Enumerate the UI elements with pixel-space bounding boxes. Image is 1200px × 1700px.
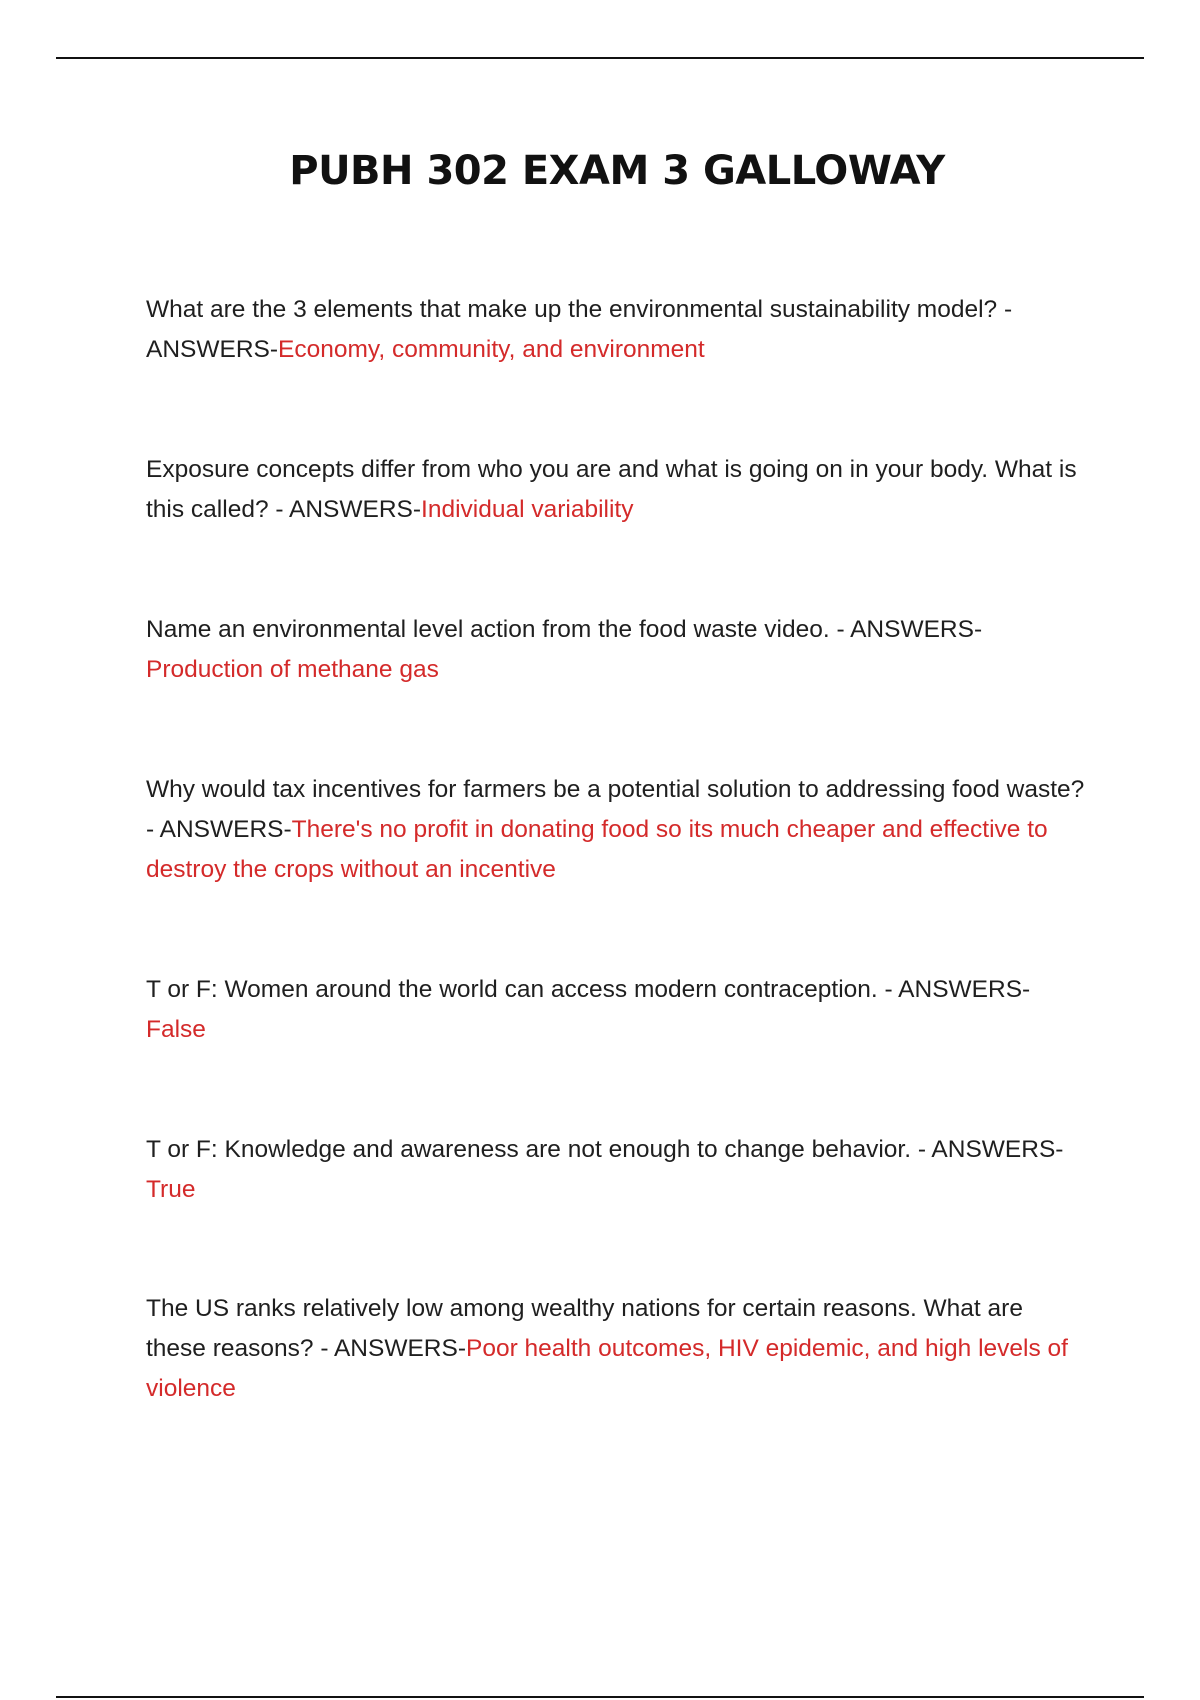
question-text: T or F: Knowledge and awareness are not enough to change behavior. — [146, 1136, 912, 1163]
answer-separator: - ANSWERS- — [146, 816, 292, 843]
bottom-rule — [56, 1696, 1144, 1698]
question-text: Why would tax incentives for farmers be a potential solution to addressing food waste? — [146, 776, 1085, 803]
qa-item-4 — [146, 770, 1086, 890]
question-text: Name an environmental level action from the food waste video. — [146, 616, 830, 643]
top-rule — [56, 57, 1144, 59]
answer-separator: - ANSWERS- — [911, 1136, 1064, 1163]
question-text: T or F: Women around the world can access modern contraception. — [146, 976, 878, 1003]
qa-item-5 — [146, 970, 1086, 1050]
answer-separator: - ANSWERS- — [146, 296, 1013, 363]
qa-item-7 — [146, 1289, 1086, 1409]
qa-item-1 — [146, 290, 1086, 370]
question-text: What are the 3 elements that make up the environmental sustainability model? — [146, 296, 998, 323]
answer-text: Economy, community, and environment — [278, 336, 705, 363]
qa-item-3 — [146, 610, 1086, 690]
answer-text: Poor health outcomes, HIV epidemic, and high levels of violence — [146, 1335, 1068, 1402]
qa-item-2 — [146, 450, 1086, 530]
answer-text: There's no profit in donating food so its much cheaper and effective to destroy the crops without an incentive — [146, 816, 1048, 883]
answer-text: True — [146, 1176, 196, 1203]
answer-text: Individual variability — [421, 496, 634, 523]
qa-item-6 — [146, 1130, 1086, 1210]
answer-separator: - ANSWERS- — [313, 1335, 466, 1362]
document-title: PUBH 302 EXAM 3 GALLOWAY — [289, 148, 945, 194]
answer-separator: - ANSWERS- — [268, 496, 422, 523]
answer-text: Production of methane gas — [146, 656, 439, 683]
question-text: Exposure concepts differ from who you are and what is going on in your body. What is this called? — [146, 456, 1077, 523]
answer-text: False — [146, 1016, 206, 1043]
answer-separator: - ANSWERS- — [829, 616, 983, 643]
answer-separator: - ANSWERS- — [877, 976, 1031, 1003]
question-text: The US ranks relatively low among wealthy nations for certain reasons. What are these reasons? — [146, 1295, 1023, 1362]
